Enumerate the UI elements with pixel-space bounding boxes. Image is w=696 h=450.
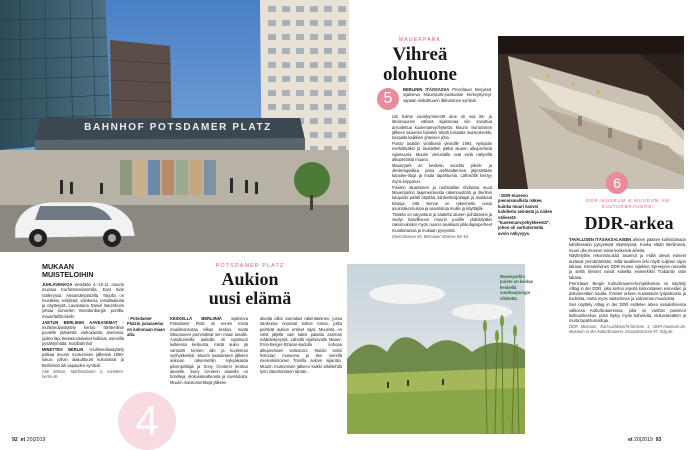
right-page-number: 93 (655, 437, 662, 443)
left-issue: 20|2019 (26, 437, 46, 443)
potsdamer-headline (185, 270, 315, 308)
ddr-para1: Näyttelyttiin rekonstruoidut asunnot ja esillä olevat esineet auttavat ymmärtämään, miltä tavallinen arki näytti suljetun rajan takana. Interaktiivinen DDR-museo sijaitsee Spreejoen rannalla ja siellä ihmiset voivat kokeilla esimerkiksi Trabantin ratin takana. (569, 253, 686, 280)
mauerpark-body-2 (392, 114, 492, 284)
mauerpark-lead-label: BERLININ ITÄOSASSA (403, 87, 450, 92)
sidebar-item3-address: Alte Münze, Mühlendamm 3, minettes-berlin.de (42, 368, 124, 379)
right-magazine-logo: et (628, 437, 633, 443)
mauerpark-para3: Mauerpark on kesäisin suosittu piknik- ja oleskelupaikka, jossa amfiteatterissa järjestetään karaoke-iltoja ja muita tapahtumia. Lähistöllä kiertyy myös kirpputori. (392, 162, 492, 184)
number-6-badge (606, 172, 628, 194)
potsdamer-col2 (260, 316, 342, 434)
sidebar-item1-label: JUHLAVIIKKOA (42, 282, 73, 287)
sidebar-item2-text: -multimedianäyttely kertoo Itä-Berliinin puolelle jääneistä vartioiduista asemista, joiden läpi länsiasuntolaiset kulkivat, asemilla pysähtymättä. Nordbahnhof (42, 319, 124, 346)
left-page-number: 92 (12, 437, 18, 443)
ddr-para2: Prenzlauer Bergin Kulturbrauerei-kompleksissa on näyttely Alltag in der DDR, joka kertoo arjesta kiinnostavien esineiden ja dokumenttien kautta. Ihmiset arkeen kuvastavat työpaikoista ja kodeista, mutta myös vastarinnan ja valvonnan muodoista. (569, 280, 686, 302)
potsdamer-col2-text: aluetta alkoi voimakas rakentaminen, jossa taloksena nousivat kolme tornia, jotka peittivät aukion entiset rajat. Muurista on vielä jäljellä vain kaksi palasta aseman määränkyvystä. Lähellä sijaitsevalla Mauer-Erna-Berger-Strasse-kadulla kohoaa alkuperäinen vartiotorni. Muisto toimii historian museona ja tien vierellä mielenkiintoinen Tornilla aukion sijaintiin. Muurin murtumisen jälkeen kaikki arkkitehdit työn rakentaminen tämän... (260, 316, 342, 374)
number-6: 6 (613, 175, 621, 191)
mauerpark-para1: Liki kolme vuosikymmentä alue oli osa itä- ja länsimuurien välissä sijaitsevaa niin sanottua ansoitettua kuolemanvyöhykettä. Muurin murtumisen jälkeen alueesta haluttiin tehdä toisaalta muistomerkki, toisaalta kaikkien yhteinen piha. (392, 114, 492, 141)
mauerpark-headline-line2: olohuone (383, 64, 457, 85)
ddr-headline: DDR-arkea (584, 213, 674, 233)
number-5-badge (377, 88, 399, 110)
ddr-model-caption: ↑ DDR-museon pienoismallista näkee, kuinka muuri kasvoi kahdesta seinästä ja niiden välisestä "kuolemanvyöhykkeestä", johon oli vartiotorneita avoin näkyvyys. (498, 193, 553, 236)
left-magazine-logo: et (20, 437, 26, 443)
ddr-body (569, 237, 686, 433)
sidebar-item3-text: -multimedianäyttely palkaa muurin murtumisen jälkeisiä 1990-lukua, jolloin alakulttuurit kukoistivat ja Berliinistä tuli vapauden symboli. (42, 346, 124, 368)
number-4-badge (118, 392, 176, 450)
ddr-kicker: DDR-MUSEUM & MUSEUM AM KULTURBRAUEREI (586, 198, 670, 209)
mauerpark-para2: Puisto avattiin virallisesti yleisölle 1994. Nykyään merkitäväksi ja tiivistettiin pätkä alueen alkuperäistä rajamuuria. Muurin vierustalla ovat vielä näkyvillä alkuperäistä muuria. (392, 141, 492, 162)
left-folio (12, 437, 45, 443)
mauerpark-headline (355, 45, 485, 85)
mauerpark-park-photo (347, 264, 525, 434)
sidebar-item1-text: vietetään 4.–10.11. muurin muistoa Kurfürstendammilla, East Side Galleryssa, Alexanderplatzilla. Tarjolla on musiikkia, esityksiä, valokuvia, installaatioita ja näyttelyitä. Lauantaina Daniel Barenboim johtaa konsertin Brandenburgin portilla. mauerfall30.berlin (42, 282, 124, 319)
sidebar-title (42, 263, 122, 279)
potsdamer-headline-line1: Aukion (221, 269, 279, 289)
mauerpark-lead-text: Prenzlauer Bergissä sijaitseva Mauerpark-puistoalue kerkeyttyneyt vapaan elokulttuurin liikkuminen symboli. (403, 87, 491, 103)
right-folio (628, 437, 661, 443)
sidebar-item2-label: JAETUN BERLIININ AAVEASEMAT (42, 319, 118, 325)
potsdamer-headline-line2: uusi elämä (208, 288, 292, 308)
station-sign: BAHNHOF POTSDAMER PLATZ (84, 122, 272, 133)
ddr-museum-model-photo (498, 36, 684, 189)
sidebar-item3-label: MINETTES BERLIN (42, 346, 84, 352)
right-issue: 20|2019 (634, 437, 653, 443)
mauerpark-address: Gleimstrasse 55, Bernauer Strasse 63–64 (392, 233, 469, 239)
ddr-para3: Sen näyttely Alltag in der DDR esittelee arkea sosialistisessa valtiossa Kulturbrauereissa, joka on vanhan panimon kulttuurikeskus, josta löytyy myös kahviloita, elokuvateatteri ja muita tapahtumatiloja. (569, 302, 686, 324)
mauerpark-kicker: MAUERPARK (398, 37, 442, 43)
sidebar-body (42, 282, 124, 434)
mauerpark-photo-caption: Mauerparkin puisto on keidas keskellä suurkaupungin vilskettä. (500, 274, 534, 301)
ddr-address: DDR Museum, Karl-Liebknecht-Strasse 1, DDR-museum.de, Museum in der Kulturbrauerei, Knaackstrasse 97, hdg.de (569, 324, 686, 335)
mauerpark-para4: Puiston aluamisten ja ruuhkatilan ehdoissa muut Mauerparkin laajenemisesta rakennustöitä ja Berlinin kaupunki päätti näyttää, kiinteistösijoittajat ja asukkaat kiistoja, että sinnne on rakennettu uusia asuinrakennuksia ja asuintaloja muille ja käyttäjille. (392, 184, 492, 211)
sidebar-title-line1: MUKAAN (42, 262, 74, 271)
mauerpark-para5: Tänään on varjostaus ja saatettu alueen puhdaseksi ja viedyt kasvillisuus muurin juurille yhdistäväksi rakennuksiksi myös nuoret asukkaat pikkulapsiperheet muuttamassa ja mukaan pysyvästi. (392, 211, 492, 233)
potsdamer-col1-text: sijaitseva Potsdamer Platz oli ennen toista maailmansotaa vilkas keskus, mutta liittoutuneet pommittivat sen maan tasalle. Autioituneella aukiolla oli rajamuuri kulkiessa keskusta, mistä aukio jäi vartiointi tornien alle ja kuoleman vyöhykkeeksi. Muurin kaatumisen jälkeen aukioon rakennettiin nykyaikaisia pilvenpiirtäjiä ja Sony Centerin keskus alueelle. Sony Centerin alueella on hotelleja, elokuvateattereita ja ravintoloita. Muurin muistomerkkejä jälkeen (170, 316, 248, 385)
potsdamer-lead-label: KESKELLÄ BERLIINIÄ (170, 316, 222, 321)
sidebar-title-line2: MUISTELOIHIN (42, 270, 94, 279)
potsdamer-kicker: POTSDAMER PLATZ (215, 263, 285, 269)
number-5: 5 (383, 90, 393, 107)
number-4: 4 (135, 397, 159, 444)
potsdamer-col1 (170, 316, 248, 434)
ddr-lead-label: TAVALLISEN ITÄSAKSALAISEN (569, 237, 632, 242)
potsdamer-caption: ↑ Potsdamer Platzin junaasema on kokonaan maan alla. (127, 316, 165, 338)
ddr-lead-text: arkeen pääsee kurkistamaan kahdessakin pysyvässä näyttelyssä. Koska elään Berliinissä, muuri olla museon toisia keskeisiä aiheita. (569, 237, 686, 253)
potsdamer-platz-photo (0, 0, 349, 252)
mauerpark-headline-line1: Vihreä (392, 44, 448, 65)
